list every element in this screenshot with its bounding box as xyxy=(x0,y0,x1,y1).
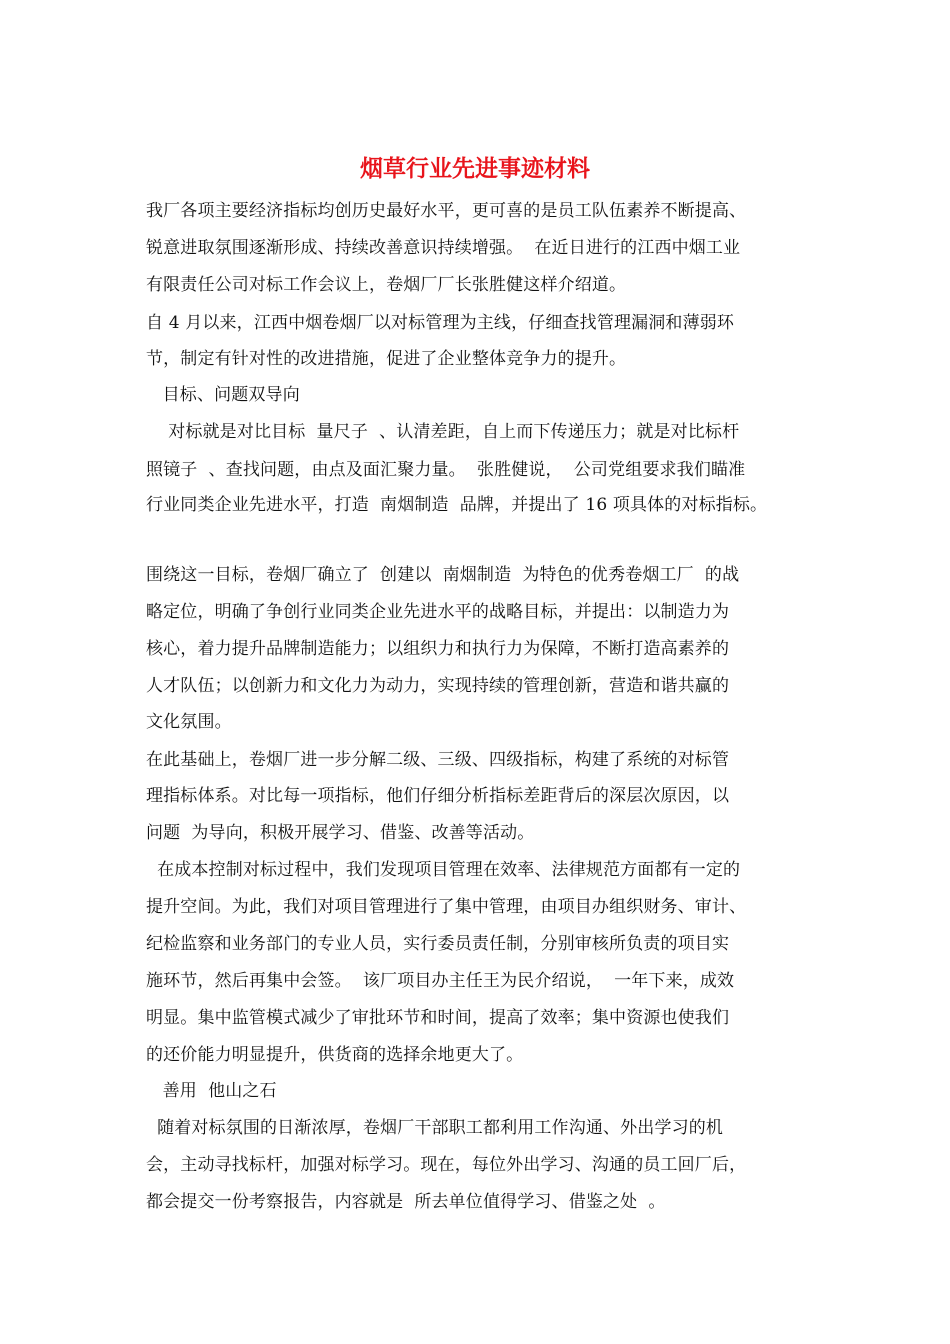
body-line: 施环节，然后再集中会签。 该厂项目办主任王为民介绍说， 一年下来，成效 xyxy=(146,971,735,991)
body-line: 目标、问题双导向 xyxy=(146,385,300,405)
body-line: 善用 他山之石 xyxy=(146,1081,277,1101)
body-line: 随着对标氛围的日渐浓厚，卷烟厂干部职工都利用工作沟通、外出学习的机 xyxy=(146,1118,724,1138)
body-line: 文化氛围。 xyxy=(146,712,232,732)
body-line: 问题 为导向，积极开展学习、借鉴、改善等活动。 xyxy=(146,823,535,843)
body-line: 略定位，明确了争创行业同类企业先进水平的战略目标，并提出：以制造力为 xyxy=(146,602,730,622)
body-line: 在此基础上，卷烟厂进一步分解二级、三级、四级指标，构建了系统的对标管 xyxy=(146,750,730,770)
body-line: 明显。集中监管模式减少了审批环节和时间，提高了效率；集中资源也使我们 xyxy=(146,1008,730,1028)
body-line: 纪检监察和业务部门的专业人员，实行委员责任制，分别审核所负责的项目实 xyxy=(146,934,730,954)
body-line: 对标就是对比目标 量尺子 、认清差距，自上而下传递压力；就是对比标杆 xyxy=(146,422,740,442)
body-line: 在成本控制对标过程中，我们发现项目管理在效率、法律规范方面都有一定的 xyxy=(146,860,741,880)
body-line: 理指标体系。对比每一项指标，他们仔细分析指标差距背后的深层次原因，以 xyxy=(146,786,730,806)
body-line: 节，制定有针对性的改进措施，促进了企业整体竞争力的提升。 xyxy=(146,349,627,369)
body-line: 会，主动寻找标杆，加强对标学习。现在，每位外出学习、沟通的员工回厂后， xyxy=(146,1155,747,1175)
body-line: 自 4 月以来，江西中烟卷烟厂以对标管理为主线，仔细查找管理漏洞和薄弱环 xyxy=(146,313,735,333)
document-title: 烟草行业先进事迹材料 xyxy=(360,155,590,182)
body-line: 我厂各项主要经济指标均创历史最好水平，更可喜的是员工队伍素养不断提高、 xyxy=(146,201,747,221)
body-line: 有限责任公司对标工作会议上，卷烟厂厂长张胜健这样介绍道。 xyxy=(146,275,627,295)
body-line: 照镜子 、查找问题，由点及面汇聚力量。 张胜健说， 公司党组要求我们瞄准 xyxy=(146,460,746,480)
body-line: 锐意进取氛围逐渐形成、持续改善意识持续增强。 在近日进行的江西中烟工业 xyxy=(146,238,741,258)
body-line: 提升空间。为此，我们对项目管理进行了集中管理，由项目办组织财务、审计、 xyxy=(146,897,747,917)
body-line: 核心，着力提升品牌制造能力；以组织力和执行力为保障，不断打造高素养的 xyxy=(146,639,730,659)
body-line: 人才队伍；以创新力和文化力为动力，实现持续的管理创新，营造和谐共赢的 xyxy=(146,676,730,696)
body-line: 行业同类企业先进水平，打造 南烟制造 品牌，并提出了 16 项具体的对标指标。 xyxy=(146,495,768,515)
body-line: 的还价能力明显提升，供货商的选择余地更大了。 xyxy=(146,1045,524,1065)
body-line: 都会提交一份考察报告，内容就是 所去单位值得学习、借鉴之处 。 xyxy=(146,1192,666,1212)
body-line: 围绕这一目标，卷烟厂确立了 创建以 南烟制造 为特色的优秀卷烟工厂 的战 xyxy=(146,565,740,585)
